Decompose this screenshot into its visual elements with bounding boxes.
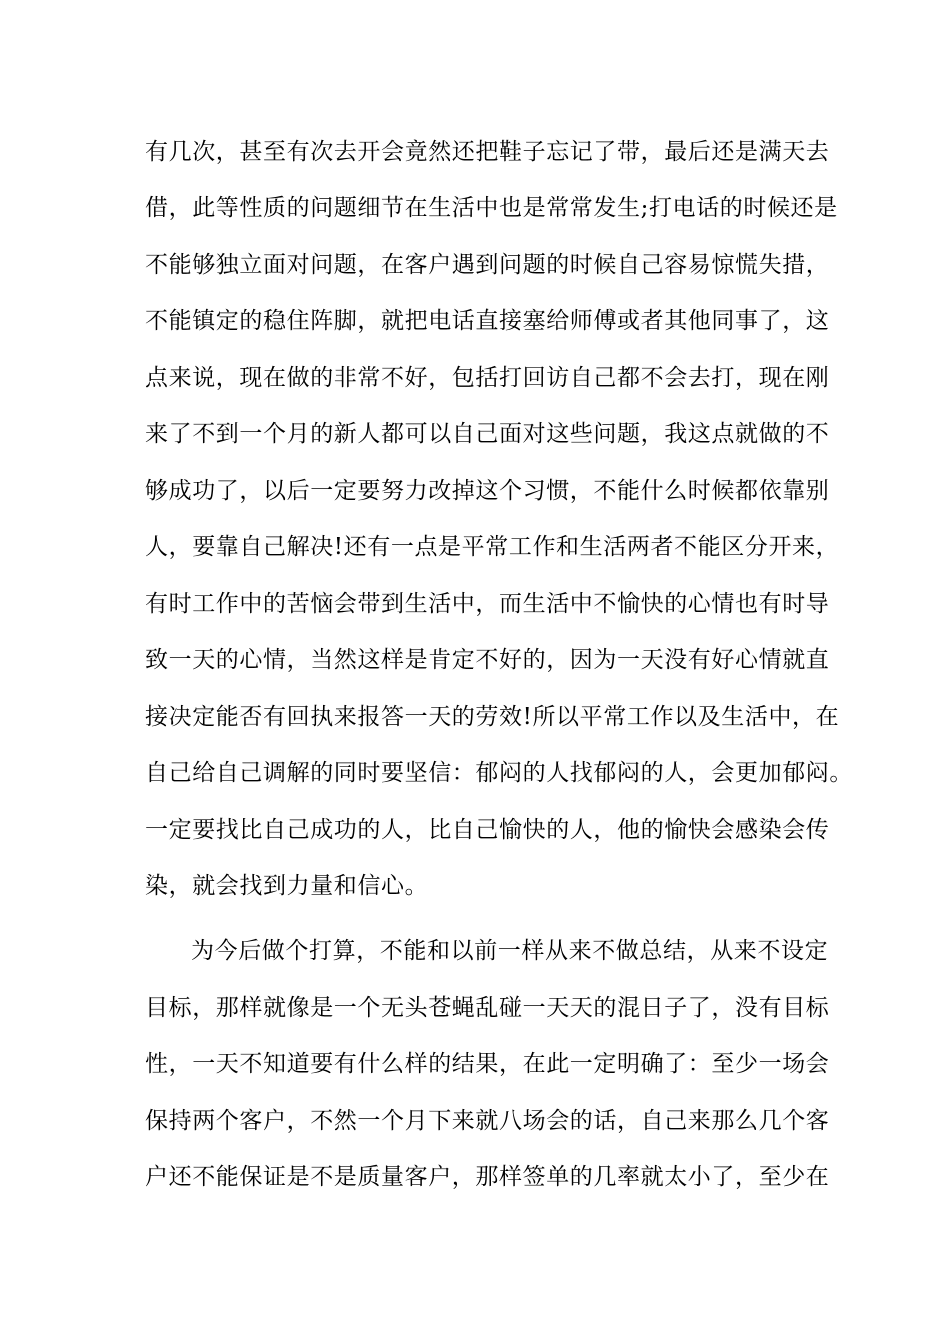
text-line: 一定要找比自己成功的人，比自己愉快的人，他的愉快会感染会传	[145, 817, 830, 843]
text-line: 人，要靠自己解决!还有一点是平常工作和生活两者不能区分开来，	[145, 534, 840, 560]
text-line: 不能够独立面对问题，在客户遇到问题的时候自己容易惊慌失措，	[145, 252, 830, 278]
text-line: 接决定能否有回执来报答一天的劳效!所以平常工作以及生活中，在	[145, 704, 840, 730]
text-line: 点来说，现在做的非常不好，包括打回访自己都不会去打，现在刚	[145, 365, 830, 391]
text-line: 有时工作中的苦恼会带到生活中，而生活中不愉快的心情也有时导	[145, 591, 830, 617]
text-line: 户还不能保证是不是质量客户，那样签单的几率就太小了，至少在	[145, 1164, 830, 1190]
text-line: 目标，那样就像是一个无头苍蝇乱碰一天天的混日子了，没有目标	[145, 995, 830, 1021]
text-line: 不能镇定的稳住阵脚，就把电话直接塞给师傅或者其他同事了，这	[145, 308, 830, 334]
text-line: 有几次，甚至有次去开会竟然还把鞋子忘记了带，最后还是满天去	[145, 139, 830, 165]
text-line: 致一天的心情，当然这样是肯定不好的，因为一天没有好心情就直	[145, 647, 830, 673]
text-line: 够成功了，以后一定要努力改掉这个习惯，不能什么时候都依靠别	[145, 478, 830, 504]
text-line: 染，就会找到力量和信心。	[145, 873, 429, 899]
text-line: 借，此等性质的问题细节在生活中也是常常发生;打电话的时候还是	[145, 195, 838, 221]
text-line: 来了不到一个月的新人都可以自己面对这些问题，我这点就做的不	[145, 421, 830, 447]
text-line: 自己给自己调解的同时要坚信：郁闷的人找郁闷的人，会更加郁闷。	[145, 760, 853, 786]
text-line: 性，一天不知道要有什么样的结果，在此一定明确了：至少一场会	[145, 1051, 830, 1077]
text-line: 保持两个客户，不然一个月下来就八场会的话，自己来那么几个客	[145, 1108, 830, 1134]
paragraph-first-line: 为今后做个打算，不能和以前一样从来不做总结，从来不设定	[191, 938, 829, 964]
